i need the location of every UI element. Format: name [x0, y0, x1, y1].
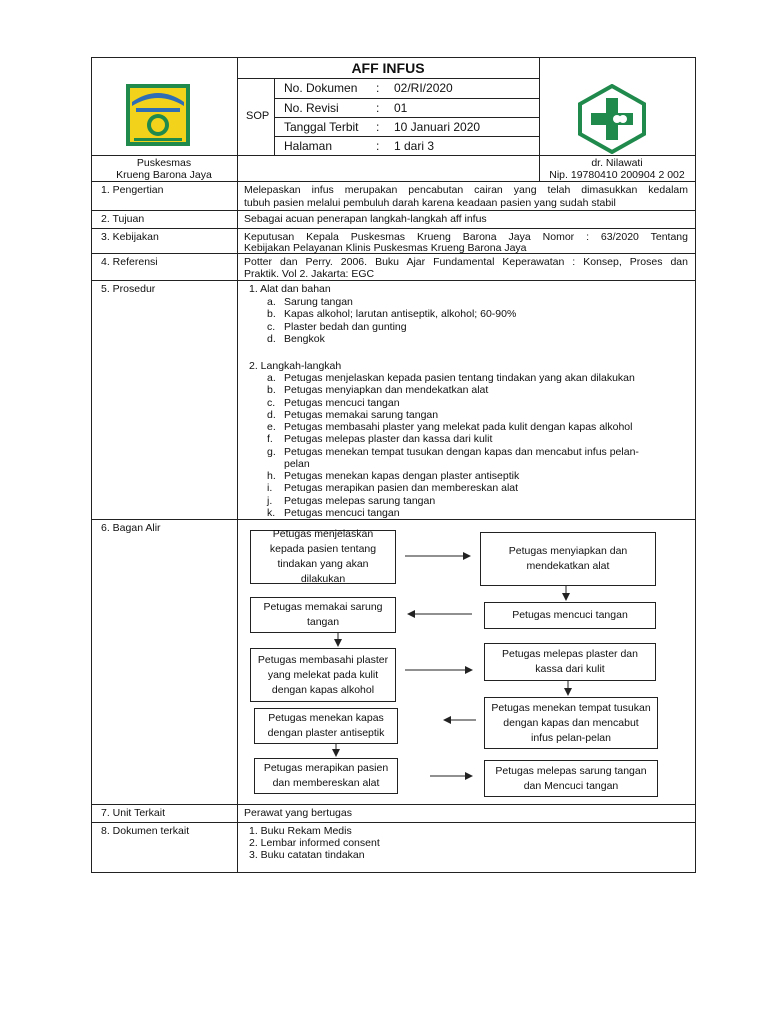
label-unit-terkait: 7. Unit Terkait	[101, 807, 165, 819]
field-label-halaman: Halaman	[284, 139, 333, 153]
pengertian-line2: tubuh pasien melalui pembuluh darah karena keadaan pasien yang sudah stabil	[244, 197, 616, 209]
alat-item: Plaster bedah dan gunting	[284, 320, 407, 333]
flow-box-memakai: Petugas memakai sarung tangan	[250, 597, 396, 633]
langkah-item-marker: a.	[267, 372, 276, 384]
langkah-item-marker: i.	[267, 482, 273, 495]
org-name-line2: Krueng Barona Jaya	[116, 169, 212, 181]
dokumen-item: 3. Buku catatan tindakan	[249, 849, 365, 861]
label-dokumen-terkait: 8. Dokumen terkait	[101, 825, 190, 837]
field-value-halaman: 1 dari 3	[394, 139, 435, 153]
field-label-no-dokumen: No. Dokumen	[284, 81, 358, 95]
langkah-item: Petugas menjelaskan kepada pasien tentang tindakan yang akan dilakukan	[284, 372, 635, 384]
alat-item: Kapas alkohol; larutan antiseptik, alkohol; 60-90%	[284, 308, 517, 321]
left-logo	[122, 80, 194, 150]
langkah-item: Petugas membasahi plaster yang melekat pada kulit dengan kapas alkohol	[284, 421, 633, 433]
label-kebijakan: 3. Kebijakan	[101, 231, 159, 243]
flow-box-merapikan: Petugas merapikan pasien dan membereskan alat	[254, 758, 398, 794]
langkah-item: Petugas menyiapkan dan mendekatkan alat	[284, 384, 489, 397]
tujuan-text: Sebagai acuan penerapan langkah-langkah aff infus	[244, 213, 487, 225]
langkah-item-marker: g.	[267, 445, 276, 458]
langkah-item: Petugas mencuci tangan	[284, 396, 400, 409]
label-pengertian: 1. Pengertian	[101, 184, 164, 196]
kebijakan-line2: Kebijakan Pelayanan Klinis Puskesmas Krueng Barona Jaya	[244, 242, 527, 254]
alat-item-marker: d.	[267, 332, 276, 345]
langkah-item: Petugas menekan tempat tusukan dengan kapas dan mencabut infus pelan-	[284, 445, 639, 458]
langkah-item-marker: f.	[267, 433, 273, 446]
langkah-item: Petugas memakai sarung tangan	[284, 408, 439, 421]
unit-terkait-text: Perawat yang bertugas	[244, 807, 352, 819]
dokumen-item: 2. Lembar informed consent	[249, 837, 380, 849]
langkah-item: Petugas merapikan pasien dan membereskan alat	[284, 482, 519, 495]
label-tujuan: 2. Tujuan	[101, 213, 145, 225]
label-referensi: 4. Referensi	[101, 256, 158, 268]
flow-box-menyiapkan: Petugas menyiapkan dan mendekatkan alat	[480, 532, 656, 586]
pengertian-line1: Melepaskan infus merupakan pencabutan cairan yang telah dimasukkan kedalam	[244, 184, 688, 196]
field-value-tanggal-terbit: 10 Januari 2020	[394, 120, 481, 134]
sop-label: SOP	[246, 110, 270, 122]
label-bagan-alir: 6. Bagan Alir	[101, 522, 161, 534]
org-name-line1: Puskesmas	[136, 157, 192, 169]
referensi-line1: Potter dan Perry. 2006. Buku Ajar Fundamental Keperawatan : Konsep, Proses dan	[244, 256, 688, 268]
flow-box-menekan-tempat: Petugas menekan tempat tusukan dengan kapas dan mencabut infus pelan-pelan	[484, 697, 658, 749]
field-sep: :	[376, 139, 380, 153]
alat-item-marker: b.	[267, 308, 276, 321]
dokumen-item: 1. Buku Rekam Medis	[249, 825, 352, 837]
field-sep: :	[376, 120, 380, 134]
alat-item: Bengkok	[284, 332, 325, 345]
field-label-no-revisi: No. Revisi	[284, 101, 339, 115]
alat-item-marker: c.	[267, 320, 276, 333]
right-logo	[576, 84, 648, 154]
langkah-item-marker: c.	[267, 396, 276, 409]
label-prosedur: 5. Prosedur	[101, 283, 156, 295]
referensi-line2: Praktik. Vol 2. Jakarta: EGC	[244, 268, 375, 280]
langkah-item-marker: j.	[267, 494, 273, 507]
signer-nip: Nip. 19780410 200904 2 002	[549, 169, 685, 181]
kebijakan-line1: Keputusan Kepala Puskesmas Krueng Barona Jaya Nomor : 63/2020 Tentang	[244, 231, 688, 243]
alat-title: 1. Alat dan bahan	[249, 283, 331, 295]
field-sep: :	[376, 101, 380, 115]
flow-box-mencuci: Petugas mencuci tangan	[484, 602, 656, 629]
langkah-item-marker: b.	[267, 384, 276, 397]
langkah-item-marker: k.	[267, 506, 276, 519]
alat-item: Sarung tangan	[284, 296, 353, 308]
langkah-item: Petugas menekan kapas dengan plaster antiseptik	[284, 470, 520, 482]
langkah-item: pelan	[284, 457, 310, 470]
field-sep: :	[376, 81, 380, 95]
flow-box-menjelaskan: Petugas menjelaskan kepada pasien tentang tindakan yang akan dilakukan	[250, 530, 396, 584]
langkah-item-marker: e.	[267, 421, 276, 433]
langkah-item: Petugas melepas sarung tangan	[284, 494, 436, 507]
langkah-item: Petugas mencuci tangan	[284, 506, 400, 519]
flow-box-melepas-sarung: Petugas melepas sarung tangan dan Mencuci tangan	[484, 760, 658, 797]
flow-box-menekan-kapas: Petugas menekan kapas dengan plaster antiseptik	[254, 708, 398, 744]
langkah-item: Petugas melepas plaster dan kassa dari kulit	[284, 433, 493, 446]
flow-box-membasahi: Petugas membasahi plaster yang melekat pada kulit dengan kapas alkohol	[250, 648, 396, 702]
alat-item-marker: a.	[267, 296, 276, 308]
signer-name: dr. Nilawati	[591, 157, 643, 169]
langkah-title: 2. Langkah-langkah	[249, 360, 342, 372]
field-value-no-revisi: 01	[394, 101, 408, 115]
flow-box-melepas-plaster: Petugas melepas plaster dan kassa dari kulit	[484, 643, 656, 681]
field-value-no-dokumen: 02/RI/2020	[394, 81, 453, 95]
doc-title: AFF INFUS	[351, 60, 425, 76]
field-label-tanggal-terbit: Tanggal Terbit	[284, 120, 359, 134]
langkah-item-marker: d.	[267, 408, 276, 421]
langkah-item-marker: h.	[267, 470, 276, 482]
